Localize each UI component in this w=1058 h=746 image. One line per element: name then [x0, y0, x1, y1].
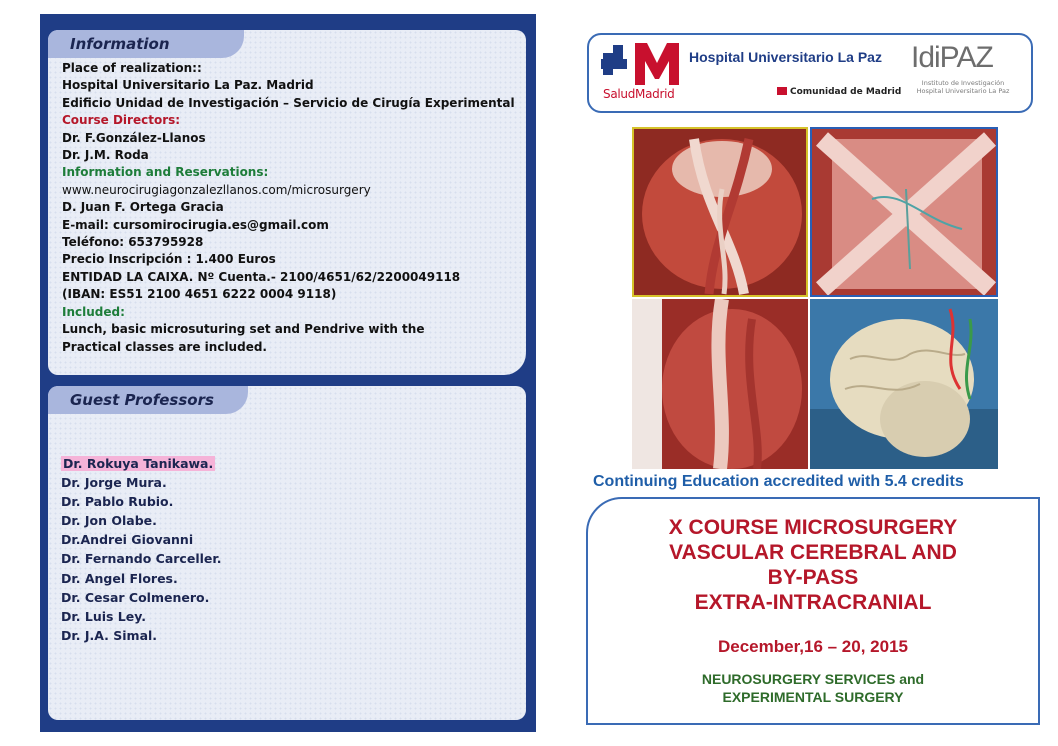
guest-professor-name: [61, 530, 222, 549]
info-line: Lunch, basic microsuturing set and Pendrive with the: [62, 322, 425, 337]
information-box: [48, 30, 526, 375]
info-line: Practical classes are included.: [62, 339, 267, 354]
guest-professor-name: [61, 607, 222, 626]
hospital-header: [587, 33, 1033, 113]
guest-professors-list: [61, 454, 222, 645]
salud-madrid-logo: [601, 41, 681, 85]
info-line: Precio Inscripción : 1.400 Euros: [62, 252, 276, 267]
comunidad-madrid: [777, 87, 901, 97]
info-line: www.neurocirugiagonzalezllanos.com/microsurgery: [62, 182, 371, 197]
info-line: E-mail: cursomirocirugia.es@gmail.com: [62, 217, 329, 232]
services-line: EXPERIMENTAL SURGERY: [722, 689, 904, 705]
info-line: Dr. J.M. Roda: [62, 148, 149, 163]
info-line: Place of realization::: [62, 61, 202, 75]
info-line: Edificio Unidad de Investigación – Servicio de Cirugía Experimental: [62, 95, 515, 110]
guest-professor-name: [61, 473, 222, 492]
guest-professor-label: Dr. Rokuya Tanikawa.: [63, 456, 214, 471]
guest-professor-name: [61, 588, 222, 607]
idipaz-logo: IdiPAZ: [911, 41, 993, 74]
guest-professor-label: Dr. Luis Ley.: [61, 608, 146, 624]
guest-professor-name: [61, 626, 222, 645]
salud-madrid-text: SaludMadrid: [603, 87, 675, 101]
guest-professor-label: Dr. Jon Olabe.: [61, 513, 157, 529]
left-panel: [40, 14, 536, 732]
guest-professor-name: [61, 569, 222, 588]
guest-professor-name: [61, 549, 222, 568]
course-dates: December,16 – 20, 2015: [718, 637, 908, 656]
guest-professor-name: [61, 511, 222, 530]
course-title-line: X COURSE MICROSURGERY: [668, 516, 958, 539]
services-line: NEUROSURGERY SERVICES and: [701, 671, 925, 687]
information-lines: [62, 60, 515, 356]
microsurgery-photo-1: [632, 127, 808, 297]
info-line: Hospital Universitario La Paz. Madrid: [62, 78, 314, 93]
info-line: Teléfono: 653795928: [62, 235, 204, 250]
comunidad-label: Comunidad de Madrid: [790, 87, 902, 97]
microsurgery-photo-3: [632, 299, 808, 469]
guest-professor-label: Dr. Angel Flores.: [61, 570, 178, 586]
flag-icon: [777, 87, 787, 95]
course-title-line: VASCULAR CEREBRAL AND: [669, 541, 957, 564]
course-services: [588, 670, 1038, 706]
course-title: [588, 515, 1038, 615]
guest-professor-label: Dr. Jorge Mura.: [61, 475, 167, 491]
course-title-box: [586, 497, 1040, 725]
info-line: Dr. F.González-Llanos: [62, 130, 206, 145]
guest-professor-label: Dr. J.A. Simal.: [61, 627, 158, 643]
microsurgery-photo-2: [810, 127, 998, 297]
guest-professor-label: Dr. Cesar Colmenero.: [61, 589, 210, 605]
info-line: Course Directors:: [62, 113, 181, 128]
surgery-photos: [632, 127, 998, 469]
guest-professor-label: Dr. Fernando Carceller.: [61, 551, 222, 567]
information-heading: Information: [48, 30, 244, 58]
hospital-name: Hospital Universitario La Paz: [689, 49, 882, 65]
info-line: (IBAN: ES51 2100 4651 6222 0004 9118): [62, 287, 337, 302]
info-line: D. Juan F. Ortega Gracia: [62, 200, 224, 215]
guest-professors-box: [48, 386, 526, 720]
guest-professor-name: [61, 454, 222, 473]
course-title-line: EXTRA-INTRACRANIAL: [694, 591, 932, 614]
idipaz-subtitle: Instituto de Investigación Hospital Universitario La Paz: [916, 79, 1010, 95]
info-line: Information and Reservations:: [62, 165, 269, 180]
info-line: Included:: [62, 304, 125, 319]
info-line: ENTIDAD LA CAIXA. Nº Cuenta.- 2100/4651/62/2200049118: [62, 269, 461, 284]
brain-model-photo: [810, 299, 998, 469]
guest-professors-heading: Guest Professors: [48, 386, 248, 414]
guest-professor-label: Dr.Andrei Giovanni: [61, 532, 194, 548]
guest-professor-label: Dr. Pablo Rubio.: [61, 494, 174, 510]
guest-professor-name: [61, 492, 222, 511]
course-title-line: BY-PASS: [767, 566, 859, 589]
credits-text: Continuing Education accredited with 5.4 credits: [593, 473, 964, 490]
